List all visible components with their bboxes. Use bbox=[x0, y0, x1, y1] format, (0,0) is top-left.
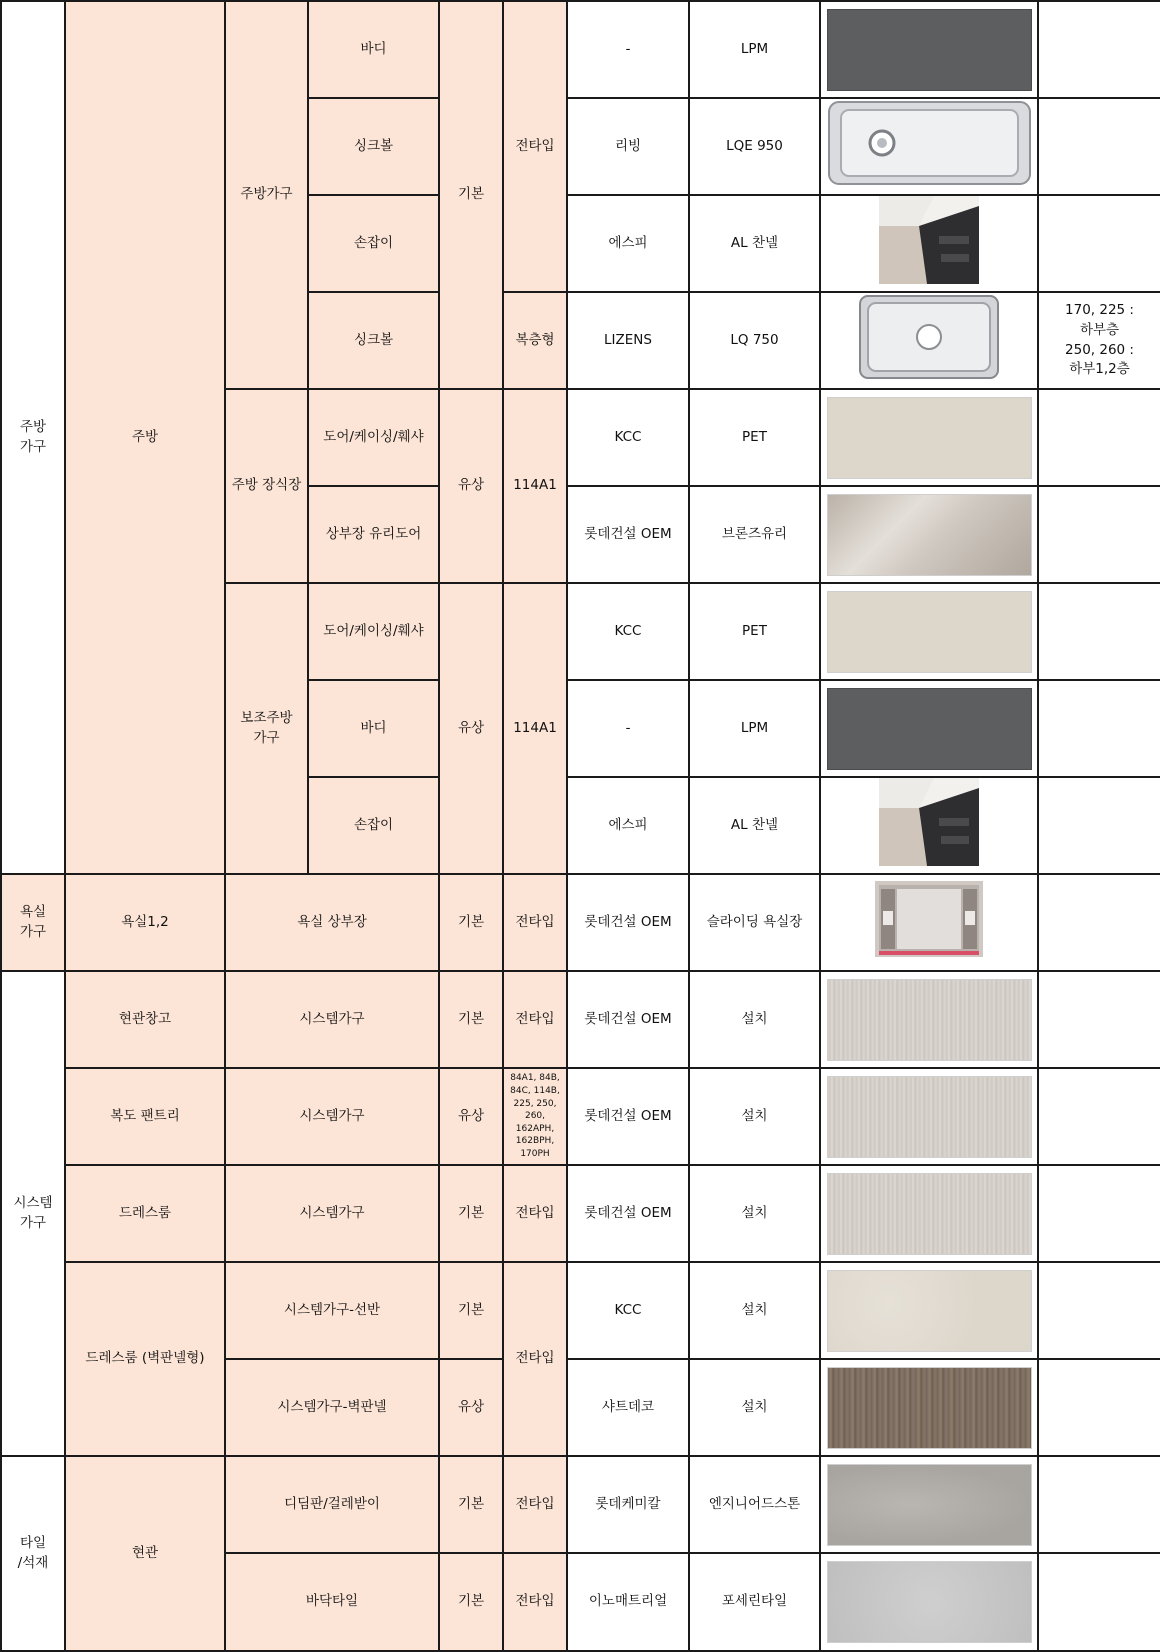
item-cell: 시스템가구 bbox=[225, 1068, 439, 1165]
category-cell: 시스템 가구 bbox=[1, 971, 65, 1456]
note-cell bbox=[1038, 777, 1160, 874]
space-cell: 복도 팬트리 bbox=[65, 1068, 225, 1165]
note-cell bbox=[1038, 1, 1160, 98]
item-cell: 시스템가구 bbox=[225, 1165, 439, 1262]
option-cell: 유상 bbox=[439, 1068, 503, 1165]
light-wood-swatch bbox=[827, 979, 1032, 1061]
image-cell bbox=[820, 1456, 1038, 1553]
model-cell: LQ 750 bbox=[689, 292, 820, 389]
item-cell: 도어/케이싱/훼샤 bbox=[308, 389, 439, 486]
model-cell: LQE 950 bbox=[689, 98, 820, 195]
note-cell bbox=[1038, 680, 1160, 777]
lpm-swatch bbox=[827, 688, 1032, 770]
type-cell: 전타입 bbox=[503, 1165, 567, 1262]
type-cell: 전타입 bbox=[503, 874, 567, 971]
image-cell bbox=[820, 1359, 1038, 1456]
image-cell bbox=[820, 98, 1038, 195]
light-wood-swatch bbox=[827, 1173, 1032, 1255]
sink-bowl-swatch bbox=[858, 294, 1000, 380]
item-cell: 시스템가구-선반 bbox=[225, 1262, 439, 1359]
type-cell: 복층형 bbox=[503, 292, 567, 389]
space-cell: 현관 bbox=[65, 1456, 225, 1651]
table-row bbox=[1, 874, 1160, 971]
note-cell bbox=[1038, 971, 1160, 1068]
handle-swatch bbox=[879, 778, 979, 866]
table-row bbox=[1, 1456, 1160, 1553]
model-cell: 설치 bbox=[689, 1262, 820, 1359]
item-cell: 바닥타일 bbox=[225, 1553, 439, 1651]
option-cell: 유상 bbox=[439, 583, 503, 874]
beige-swatch bbox=[827, 397, 1032, 479]
option-cell: 기본 bbox=[439, 1165, 503, 1262]
note-cell bbox=[1038, 98, 1160, 195]
space-cell: 드레스룸 bbox=[65, 1165, 225, 1262]
type-cell: 전타입 bbox=[503, 1553, 567, 1651]
brand-cell: 에스피 bbox=[567, 777, 689, 874]
group-cell: 주방가구 bbox=[225, 1, 308, 389]
item-cell: 바디 bbox=[308, 680, 439, 777]
item-cell: 싱크볼 bbox=[308, 292, 439, 389]
brand-cell: KCC bbox=[567, 1262, 689, 1359]
note-cell bbox=[1038, 1456, 1160, 1553]
note-cell bbox=[1038, 1553, 1160, 1651]
bathroom-cabinet-swatch bbox=[875, 881, 983, 957]
type-cell: 114A1 bbox=[503, 389, 567, 583]
item-cell: 손잡이 bbox=[308, 195, 439, 292]
item-cell: 바디 bbox=[308, 1, 439, 98]
model-cell: 설치 bbox=[689, 1165, 820, 1262]
item-cell: 디딤판/걸레받이 bbox=[225, 1456, 439, 1553]
item-cell: 욕실 상부장 bbox=[225, 874, 439, 971]
image-cell bbox=[820, 1553, 1038, 1651]
image-cell bbox=[820, 583, 1038, 680]
image-cell bbox=[820, 1165, 1038, 1262]
image-cell bbox=[820, 195, 1038, 292]
image-cell bbox=[820, 292, 1038, 389]
space-cell: 욕실1,2 bbox=[65, 874, 225, 971]
option-cell: 유상 bbox=[439, 1359, 503, 1456]
brand-cell: 이노매트리얼 bbox=[567, 1553, 689, 1651]
group-cell: 보조주방 가구 bbox=[225, 583, 308, 874]
type-cell: 전타입 bbox=[503, 971, 567, 1068]
option-cell: 기본 bbox=[439, 1, 503, 389]
option-cell: 기본 bbox=[439, 1262, 503, 1359]
note-cell bbox=[1038, 1165, 1160, 1262]
light-wood-swatch bbox=[827, 1076, 1032, 1158]
image-cell bbox=[820, 1262, 1038, 1359]
brand-cell: 롯데케미칼 bbox=[567, 1456, 689, 1553]
option-cell: 기본 bbox=[439, 1456, 503, 1553]
space-cell: 드레스룸 (벽판넬형) bbox=[65, 1262, 225, 1456]
brand-cell: 샤트데코 bbox=[567, 1359, 689, 1456]
handle-swatch bbox=[879, 196, 979, 284]
model-cell: 설치 bbox=[689, 971, 820, 1068]
brand-cell: KCC bbox=[567, 389, 689, 486]
category-cell: 주방 가구 bbox=[1, 1, 65, 874]
note-cell bbox=[1038, 486, 1160, 583]
note-cell: 170, 225 : 하부층 250, 260 : 하부1,2층 bbox=[1038, 292, 1160, 389]
table-row bbox=[1, 1, 1160, 98]
item-cell: 시스템가구-벽판넬 bbox=[225, 1359, 439, 1456]
model-cell: 슬라이딩 욕실장 bbox=[689, 874, 820, 971]
model-cell: 브론즈유리 bbox=[689, 486, 820, 583]
model-cell: PET bbox=[689, 389, 820, 486]
table-row bbox=[1, 1165, 1160, 1262]
item-cell: 손잡이 bbox=[308, 777, 439, 874]
image-cell bbox=[820, 1, 1038, 98]
item-cell: 싱크볼 bbox=[308, 98, 439, 195]
type-cell: 114A1 bbox=[503, 583, 567, 874]
note-cell bbox=[1038, 1359, 1160, 1456]
model-cell: LPM bbox=[689, 680, 820, 777]
type-cell: 전타입 bbox=[503, 1456, 567, 1553]
type-cell: 84A1, 84B, 84C, 114B, 225, 250, 260, 162APH, 162BPH, 170PH bbox=[503, 1068, 567, 1165]
model-cell: 설치 bbox=[689, 1359, 820, 1456]
model-cell: 엔지니어드스톤 bbox=[689, 1456, 820, 1553]
option-cell: 기본 bbox=[439, 1553, 503, 1651]
item-cell: 상부장 유리도어 bbox=[308, 486, 439, 583]
table-row bbox=[1, 971, 1160, 1068]
image-cell bbox=[820, 971, 1038, 1068]
type-cell: 전타입 bbox=[503, 1262, 567, 1456]
image-cell bbox=[820, 874, 1038, 971]
brand-cell: 리빙 bbox=[567, 98, 689, 195]
option-cell: 유상 bbox=[439, 389, 503, 583]
sink-bowl-swatch bbox=[827, 100, 1032, 186]
beige-swatch bbox=[827, 591, 1032, 673]
table-row bbox=[1, 1068, 1160, 1165]
image-cell bbox=[820, 389, 1038, 486]
terrazzo-swatch bbox=[827, 1561, 1032, 1643]
table-row bbox=[1, 1262, 1160, 1359]
option-cell: 기본 bbox=[439, 874, 503, 971]
brand-cell: 롯데건설 OEM bbox=[567, 486, 689, 583]
brand-cell: 롯데건설 OEM bbox=[567, 1068, 689, 1165]
option-cell: 기본 bbox=[439, 971, 503, 1068]
marble-swatch bbox=[827, 1464, 1032, 1546]
lpm-swatch bbox=[827, 9, 1032, 91]
category-cell: 타일 /석재 bbox=[1, 1456, 65, 1651]
item-cell: 시스템가구 bbox=[225, 971, 439, 1068]
item-cell: 도어/케이싱/훼샤 bbox=[308, 583, 439, 680]
brand-cell: - bbox=[567, 1, 689, 98]
note-cell bbox=[1038, 1262, 1160, 1359]
space-cell: 현관창고 bbox=[65, 971, 225, 1068]
model-cell: AL 찬넬 bbox=[689, 195, 820, 292]
model-cell: LPM bbox=[689, 1, 820, 98]
brand-cell: 롯데건설 OEM bbox=[567, 971, 689, 1068]
leather-texture-swatch bbox=[827, 1270, 1032, 1352]
brand-cell: 롯데건설 OEM bbox=[567, 1165, 689, 1262]
category-cell: 욕실 가구 bbox=[1, 874, 65, 971]
group-cell: 주방 장식장 bbox=[225, 389, 308, 583]
model-cell: AL 찬넬 bbox=[689, 777, 820, 874]
type-cell: 전타입 bbox=[503, 1, 567, 292]
image-cell bbox=[820, 777, 1038, 874]
brand-cell: 에스피 bbox=[567, 195, 689, 292]
space-cell: 주방 bbox=[65, 1, 225, 874]
model-cell: 설치 bbox=[689, 1068, 820, 1165]
bronze-glass-swatch bbox=[827, 494, 1032, 576]
brand-cell: KCC bbox=[567, 583, 689, 680]
note-cell bbox=[1038, 1068, 1160, 1165]
image-cell bbox=[820, 1068, 1038, 1165]
image-cell bbox=[820, 486, 1038, 583]
model-cell: PET bbox=[689, 583, 820, 680]
note-cell bbox=[1038, 583, 1160, 680]
brand-cell: - bbox=[567, 680, 689, 777]
note-cell bbox=[1038, 874, 1160, 971]
brand-cell: 롯데건설 OEM bbox=[567, 874, 689, 971]
image-cell bbox=[820, 680, 1038, 777]
note-cell bbox=[1038, 195, 1160, 292]
brand-cell: LIZENS bbox=[567, 292, 689, 389]
note-cell bbox=[1038, 389, 1160, 486]
dark-wood-swatch bbox=[827, 1367, 1032, 1449]
model-cell: 포세린타일 bbox=[689, 1553, 820, 1651]
